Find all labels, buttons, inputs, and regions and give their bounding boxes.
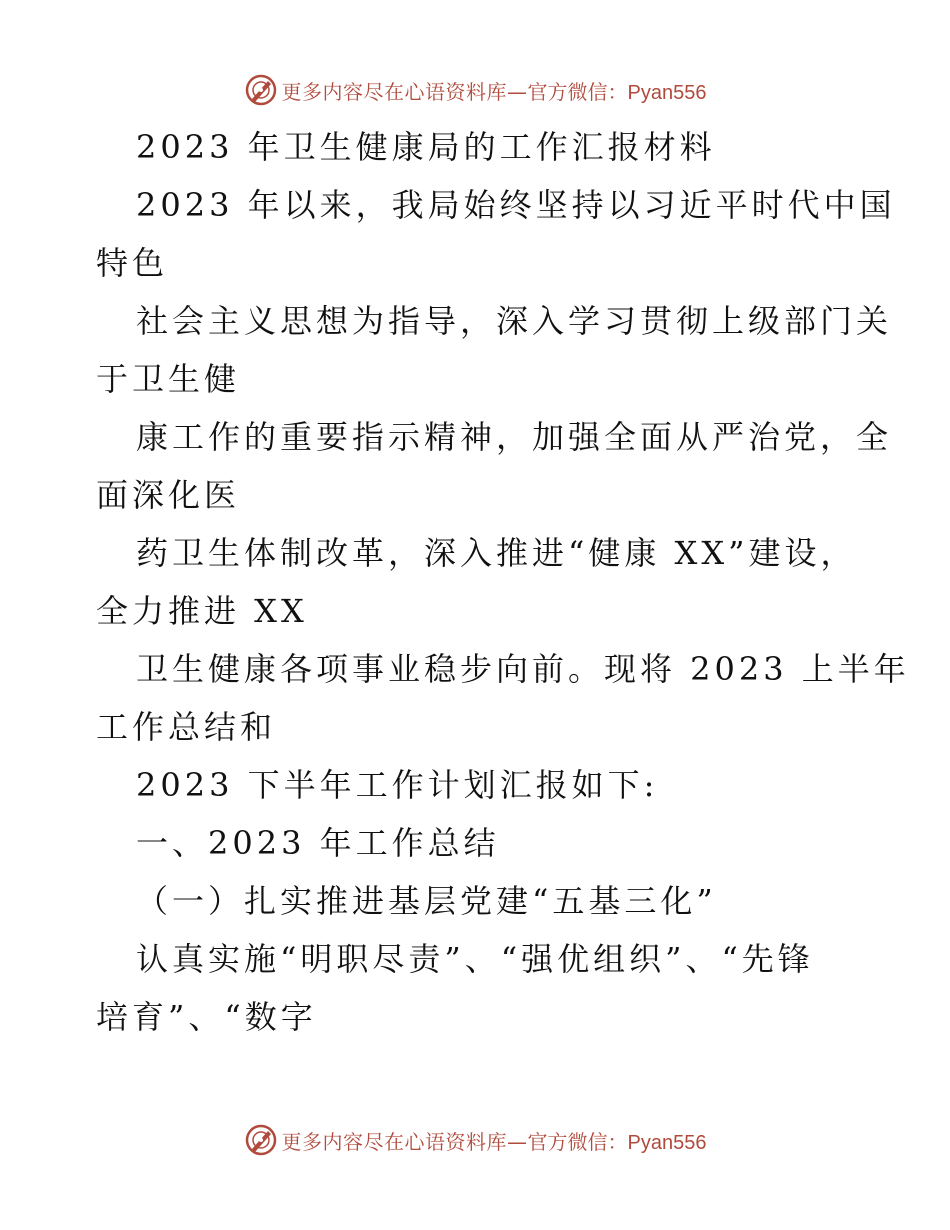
watermark-text: 更多内容尽在心语资料库— — [281, 1129, 528, 1154]
pen-nib-seal-icon — [244, 73, 278, 107]
paragraph-line: 全力推进 XX — [96, 592, 308, 630]
paragraph-line: 特色 — [96, 244, 169, 282]
paragraph-line: 2023 年以来，我局始终坚持以习近平时代中国 — [136, 186, 896, 224]
watermark-contact: 官方微信：Pyan556 — [527, 1131, 707, 1154]
paragraph-line: 卫生健康各项事业稳步向前。现将 2023 上半年 — [136, 650, 910, 688]
paragraph-line: 于卫生健 — [96, 360, 241, 398]
footer-watermark — [0, 1118, 950, 1162]
paragraph-line: 康工作的重要指示精神，加强全面从严治党，全 — [136, 418, 893, 456]
paragraph-line: 认真实施“明职尽责”、“强优组织”、“先锋 — [136, 940, 814, 978]
subsection-heading: （一）扎实推进基层党建“五基三化” — [136, 882, 717, 920]
paragraph-line: 培育”、“数字 — [96, 998, 317, 1036]
paragraph-line: 社会主义思想为指导，深入学习贯彻上级部门关 — [136, 302, 893, 340]
document-title: 2023 年卫生健康局的工作汇报材料 — [136, 128, 716, 166]
paragraph-line: 药卫生体制改革，深入推进“健康 XX”建设， — [136, 534, 857, 572]
paragraph-line: 2023 下半年工作计划汇报如下: — [136, 766, 659, 804]
watermark-contact: 官方微信：Pyan556 — [527, 81, 707, 104]
watermark-text: 更多内容尽在心语资料库— — [281, 79, 528, 104]
document-body — [96, 118, 910, 1046]
paragraph-line: 工作总结和 — [96, 708, 277, 746]
header-watermark — [0, 68, 950, 112]
paragraph-line: 面深化医 — [96, 476, 241, 514]
pen-nib-seal-icon — [244, 1123, 278, 1157]
section-heading: 一、2023 年工作总结 — [136, 824, 500, 862]
